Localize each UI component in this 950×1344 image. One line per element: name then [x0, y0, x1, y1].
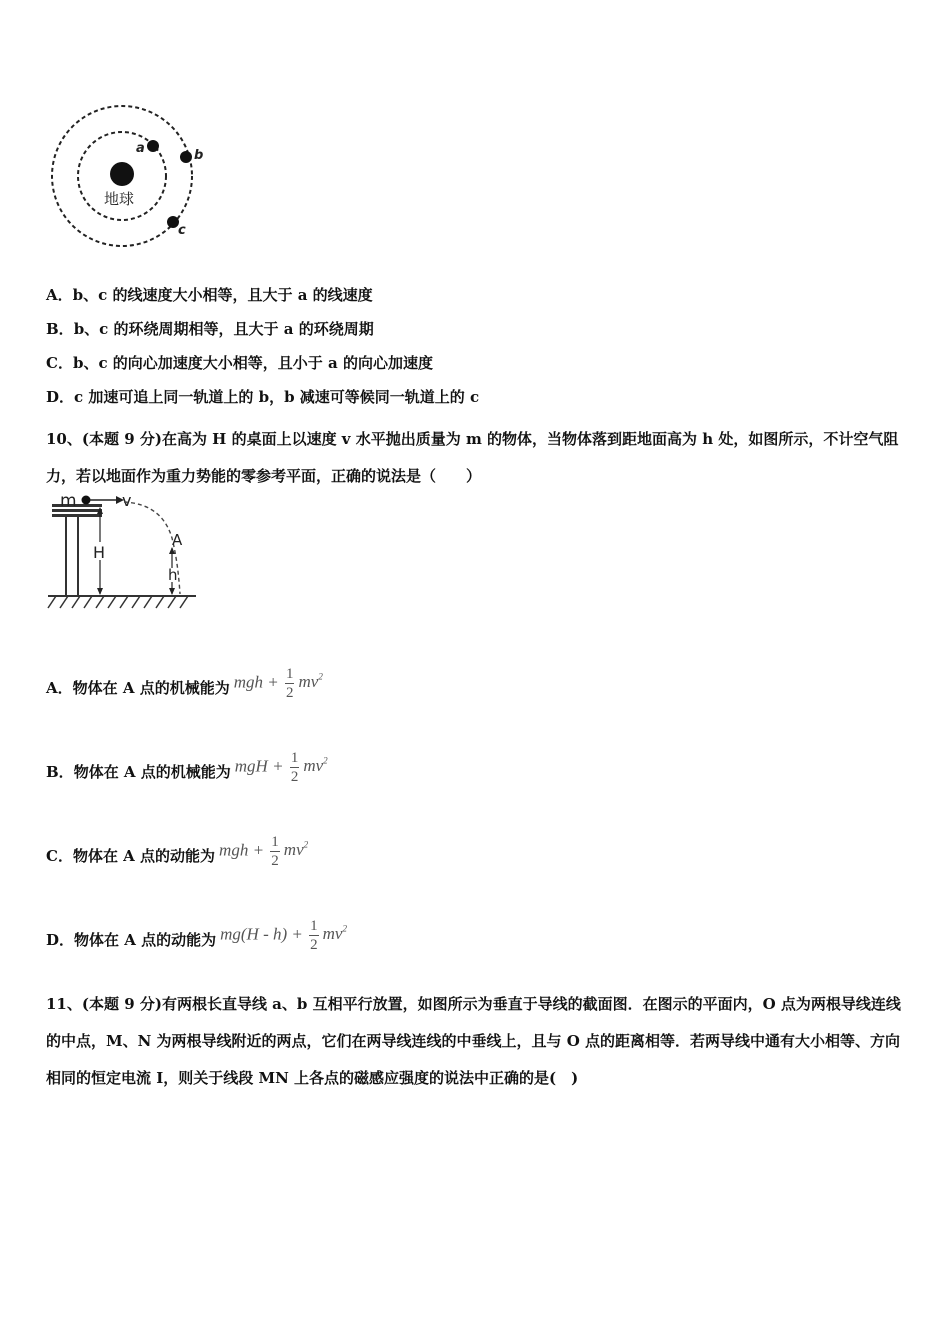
velocity-label: v — [122, 491, 132, 510]
q11-stem — [46, 986, 908, 1097]
q10-option-c — [46, 820, 308, 872]
option-letter: C． — [46, 847, 73, 865]
satellite-b — [180, 151, 192, 163]
option-text: b、c 的向心加速度大小相等，且小于 a 的向心加速度 — [72, 354, 433, 372]
option-text: 物体在 A 点的机械能为 — [72, 679, 230, 697]
question-text: (本题 9 分)在高为 H 的桌面上以速度 v 水平抛出质量为 m 的物体，当物体落到距地面高为 h 处，如图所示，不计空气阻力，若以地面作为重力势能的零参考平面，正确的说法是（ ） — [46, 430, 899, 485]
formula: mgH + $\frac{1}{2}$ $mv^2$ — [234, 750, 328, 785]
q9-option-d — [46, 387, 479, 407]
option-letter: D． — [46, 931, 75, 949]
mass-label: m — [60, 491, 77, 511]
q9-option-b — [46, 319, 374, 339]
question-number: 10、 — [46, 430, 82, 448]
option-letter: D． — [46, 388, 75, 406]
option-letter: B． — [46, 320, 74, 338]
fraction: $\frac{1}{2}$ — [271, 834, 279, 869]
satellite-a-label: a — [136, 141, 145, 156]
option-text: 物体在 A 点的动能为 — [74, 931, 217, 949]
fraction: $\frac{1}{2}$ — [290, 750, 299, 785]
option-text: b、c 的线速度大小相等，且大于 a 的线速度 — [72, 286, 373, 304]
satellite-b-label: b — [194, 148, 204, 163]
question-number: 11、 — [46, 995, 82, 1013]
q10-option-a — [46, 652, 323, 704]
earth — [110, 162, 134, 186]
fraction: $\frac{1}{2}$ — [285, 666, 294, 701]
q10-option-d — [46, 904, 347, 956]
ball — [82, 496, 91, 505]
point-A-label: A — [172, 531, 183, 549]
formula: mgh + $\frac{1}{2}$ $mv^2$ — [233, 666, 323, 701]
option-letter: A． — [46, 679, 73, 697]
q10-stem — [46, 421, 908, 495]
formula: mgh + $\frac{1}{2}$ $mv^2$ — [219, 834, 309, 869]
formula: mg(H - h) + $\frac{1}{2}$ $mv^2$ — [220, 918, 347, 953]
option-letter: B． — [46, 763, 74, 781]
satellite-c-label: c — [178, 223, 186, 238]
option-text: c 加速可追上同一轨道上的 b，b 减速可等候同一轨道上的 c — [74, 388, 480, 406]
q10-option-b — [46, 736, 328, 788]
option-text: 物体在 A 点的动能为 — [72, 847, 216, 865]
option-text: b、c 的环绕周期相等，且大于 a 的环绕周期 — [73, 320, 374, 338]
satellite-a — [147, 140, 159, 152]
q9-option-a — [46, 285, 373, 305]
q9-option-c — [46, 353, 433, 373]
option-letter: C． — [46, 354, 73, 372]
earth-label: 地球 — [104, 190, 135, 208]
projectile-figure — [44, 490, 200, 614]
height-h-label: h — [168, 566, 178, 584]
question-text: (本题 9 分)有两根长直导线 a、b 互相平行放置，如图所示为垂直于导线的截面图．在图示的平面内，O 点为两根导线连线的中点，M、N 为两根导线附近的两点，它们在两导线连线的中垂线上，且与 O 点的距离相等．若两导线中通有大小相等、方向相同的恒定电流 I，则关于线段 MN 上各点的磁感应强度的说法中正确的是( ) — [46, 995, 901, 1087]
fraction: $\frac{1}{2}$ — [310, 918, 318, 953]
orbit-figure — [44, 98, 214, 256]
option-letter: A． — [46, 286, 73, 304]
option-text: 物体在 A 点的机械能为 — [73, 763, 231, 781]
height-H-label: H — [93, 543, 106, 562]
